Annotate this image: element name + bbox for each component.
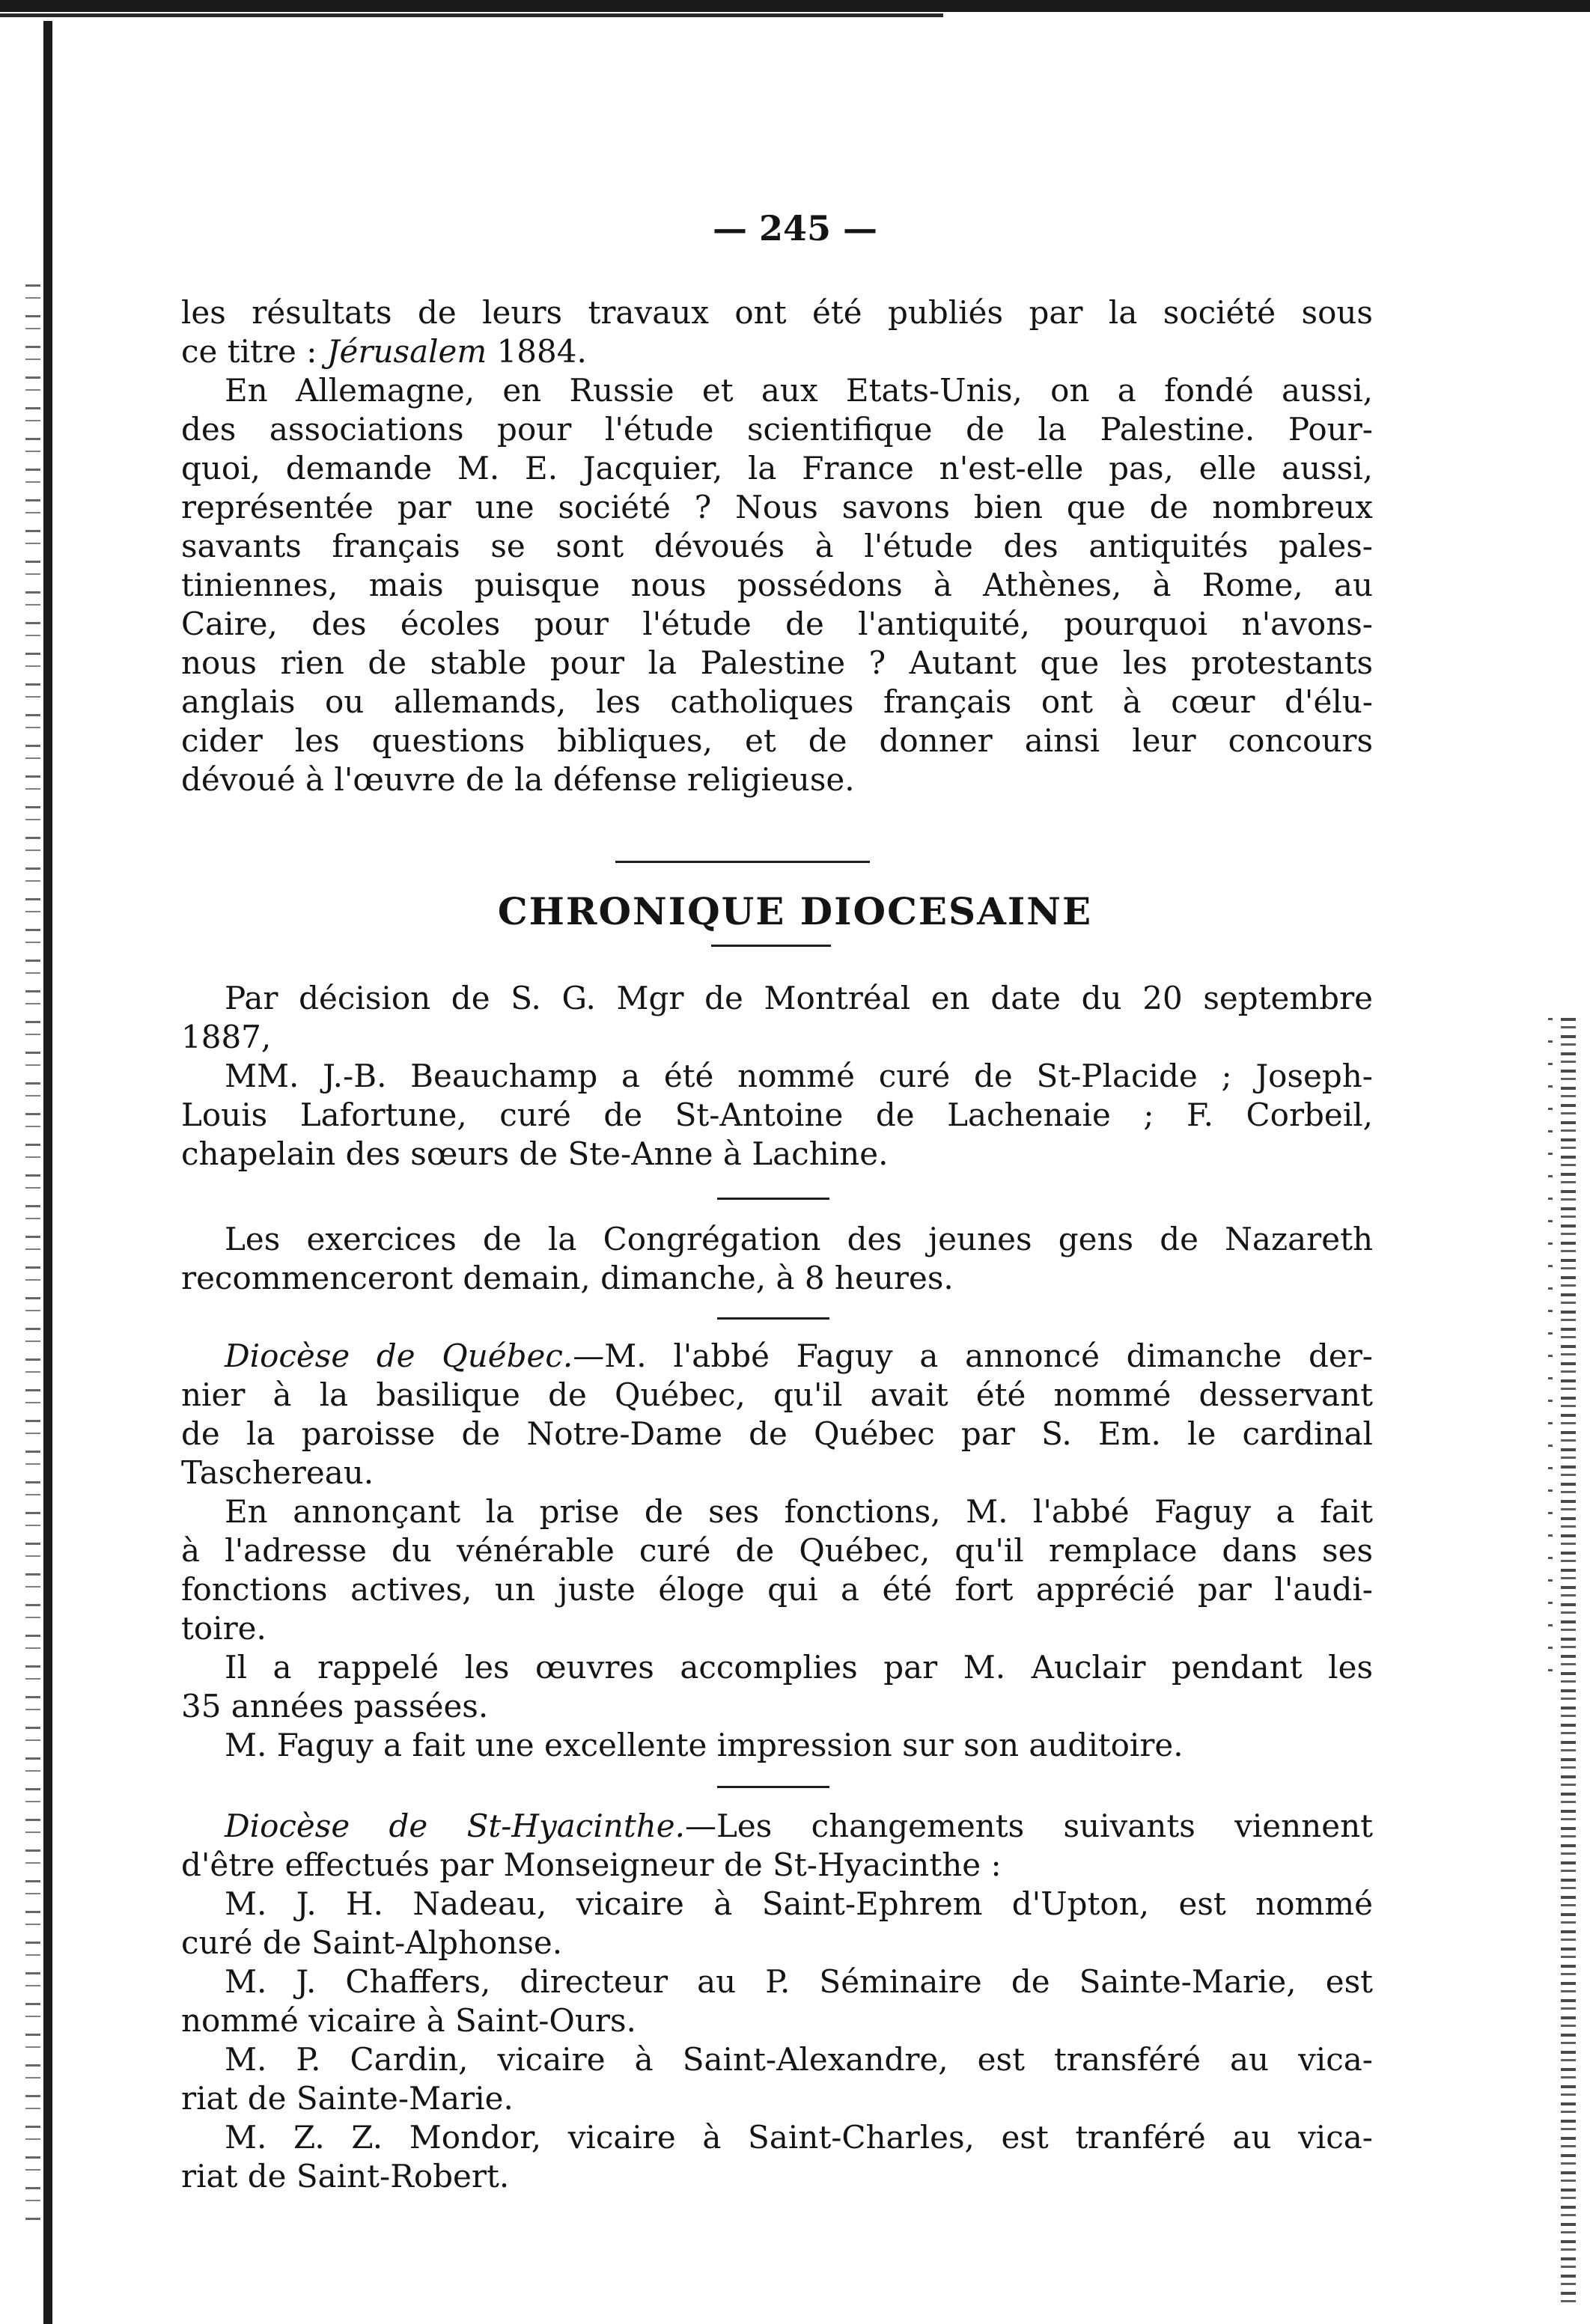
top-border-rule <box>0 0 1590 12</box>
text-line: MM. J.-B. Beauchamp a été nommé curé de St-Placide ; Joseph- <box>225 1058 1373 1094</box>
item-divider <box>717 1317 829 1320</box>
text-line: des associations pour l'étude scientifique de la Palestine. Pour- <box>181 411 1373 448</box>
text-line: Caire, des écoles pour l'étude de l'antiquité, pourquoi n'avons- <box>181 606 1373 642</box>
text-line: savants français se sont dévoués à l'étude des antiquités pales- <box>181 528 1373 564</box>
text-line: Diocèse de Québec.—M. l'abbé Faguy a annoncé dimanche der- <box>225 1338 1373 1374</box>
text-line: M. J. H. Nadeau, vicaire à Saint-Ephrem d'Upton, est nommé <box>225 1885 1373 1922</box>
section-heading: CHRONIQUE DIOCESAINE <box>497 889 1093 933</box>
text-line: chapelain des sœurs de Ste-Anne à Lachine. <box>181 1135 889 1172</box>
text-line: riat de Sainte-Marie. <box>181 2080 514 2117</box>
heading-underline <box>711 945 831 947</box>
text-line: Les exercices de la Congrégation des jeunes gens de Nazareth <box>225 1221 1373 1257</box>
text-line: ce titre : Jérusalem 1884. <box>181 333 587 370</box>
text-line: quoi, demande M. E. Jacquier, la France n'est-elle pas, elle aussi, <box>181 450 1373 487</box>
text-line: M. Z. Z. Mondor, vicaire à Saint-Charles, est tranféré au vica- <box>225 2119 1373 2156</box>
text-line: Louis Lafortune, curé de St-Antoine de Lachenaie ; F. Corbeil, <box>181 1097 1373 1133</box>
page-number: — 245 — <box>712 208 878 248</box>
text-line: dévoué à l'œuvre de la défense religieuse. <box>181 761 855 798</box>
text-line: Par décision de S. G. Mgr de Montréal en date du 20 septembre <box>225 980 1373 1016</box>
left-border-rule <box>43 21 52 2324</box>
text-line: représentée par une société ? Nous savons bien que de nombreux <box>181 489 1373 525</box>
hyacinthe-paragraph <box>181 1807 1373 2196</box>
right-margin-dots <box>1548 1018 1553 1692</box>
text-line: à l'adresse du vénérable curé de Québec, qu'il remplace dans ses <box>181 1532 1373 1569</box>
text-line: En annonçant la prise de ses fonctions, M. l'abbé Faguy a fait <box>225 1493 1373 1530</box>
item-divider <box>717 1198 829 1200</box>
text-line: Il a rappelé les œuvres accomplies par M. Auclair pendant les <box>225 1649 1373 1686</box>
section-divider <box>615 861 870 863</box>
text-line: M. P. Cardin, vicaire à Saint-Alexandre, est transféré au vica- <box>225 2041 1373 2078</box>
text-line: M. Faguy a fait une excellente impression sur son auditoire. <box>225 1727 1184 1763</box>
text-line: toire. <box>181 1610 266 1647</box>
text-line: les résultats de leurs travaux ont été publiés par la société sous <box>181 294 1373 331</box>
text-line: En Allemagne, en Russie et aux Etats-Unis, on a fondé aussi, <box>225 372 1373 409</box>
text-line: d'être effectués par Monseigneur de St-Hyacinthe : <box>181 1846 1002 1883</box>
right-margin-noise <box>1561 1018 1576 2305</box>
text-line: 35 années passées. <box>181 1688 489 1724</box>
text-line: Diocèse de St-Hyacinthe.—Les changements suivants viennent <box>225 1808 1374 1844</box>
text-line: nommé vicaire à Saint-Ours. <box>181 2002 636 2039</box>
diocese-label: Diocèse de St-Hyacinthe. <box>225 1808 685 1844</box>
diocese-label: Diocèse de Québec. <box>225 1338 573 1374</box>
text-line: anglais ou allemands, les catholiques français ont à cœur d'élu- <box>181 683 1373 720</box>
text-line: de la paroisse de Notre-Dame de Québec par S. Em. le cardinal <box>181 1415 1373 1452</box>
left-margin-noise <box>25 284 40 2230</box>
text-line: riat de Saint-Robert. <box>181 2158 510 2195</box>
text-line: nous rien de stable pour la Palestine ? Autant que les protestants <box>181 644 1373 681</box>
text-line: M. J. Chaffers, directeur au P. Séminaire de Sainte-Marie, est <box>225 1963 1373 2000</box>
text-line: 1887, <box>181 1019 272 1055</box>
text-line: Taschereau. <box>181 1454 374 1491</box>
item-divider <box>717 1786 829 1788</box>
text-line: tiniennes, mais puisque nous possédons à Athènes, à Rome, au <box>181 567 1373 603</box>
intro-paragraph <box>181 293 1373 799</box>
montreal-paragraph <box>181 979 1373 1174</box>
text-line: nier à la basilique de Québec, qu'il avait été nommé desservant <box>181 1376 1373 1413</box>
text-line: recommenceront demain, dimanche, à 8 heures. <box>181 1260 954 1296</box>
top-border-shadow <box>0 13 943 17</box>
exercices-paragraph <box>181 1220 1373 1298</box>
quebec-paragraph <box>181 1337 1373 1765</box>
text-line: cider les questions bibliques, et de donner ainsi leur concours <box>181 722 1373 759</box>
text-line: curé de Saint-Alphonse. <box>181 1924 563 1961</box>
book-title: Jérusalem <box>326 333 487 370</box>
text-line: fonctions actives, un juste éloge qui a été fort apprécié par l'audi- <box>181 1571 1373 1608</box>
